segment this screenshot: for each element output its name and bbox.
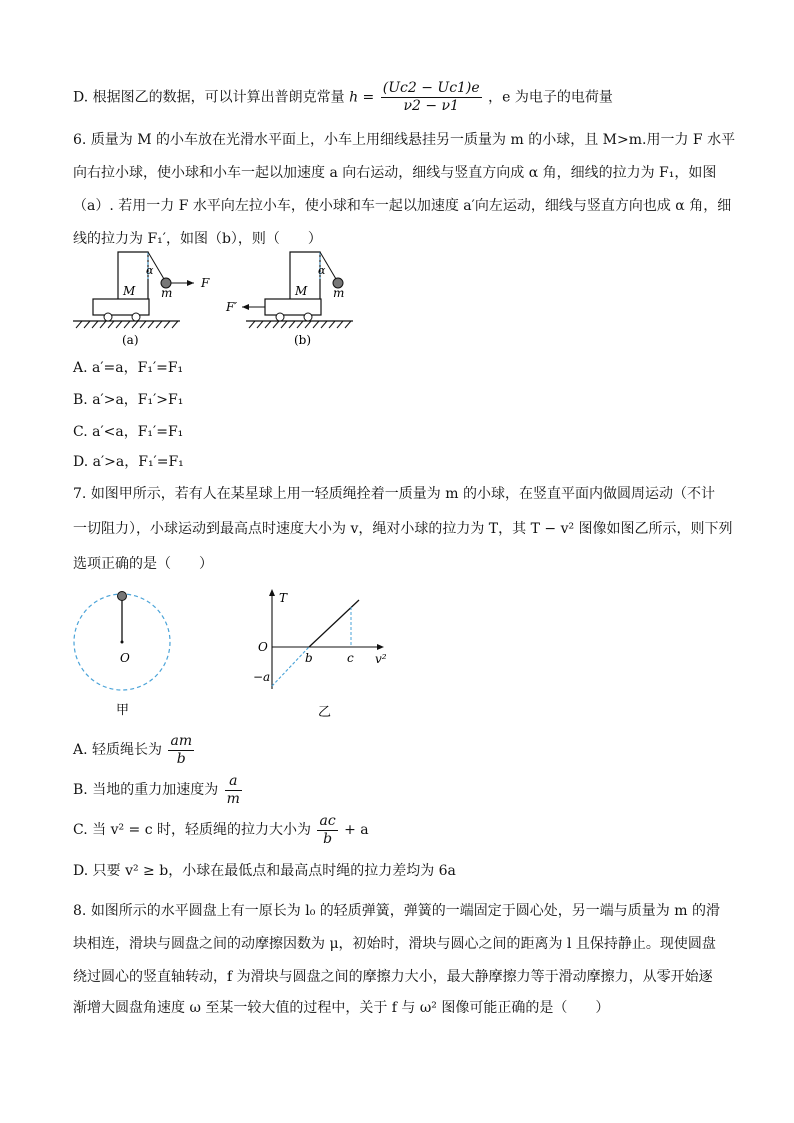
wheel-icon <box>104 313 112 321</box>
ball-icon <box>118 592 127 601</box>
q5-option-d <box>73 80 613 115</box>
option-fraction <box>225 773 242 808</box>
label-c: c <box>347 651 354 665</box>
q6-option-d: D. a′>a，F₁′=F₁ <box>73 454 184 470</box>
arrow-up-icon <box>269 589 275 596</box>
label-O: O <box>120 651 130 665</box>
fraction-numerator: a <box>225 773 242 791</box>
q6-line-3: （a）. 若用一力 F 水平向左拉小车，使小球和车一起以加速度 a′向左运动，细线与竖直方向也成 α 角，细 <box>73 198 732 214</box>
q7-figure <box>60 585 400 725</box>
arrow-right-icon <box>187 280 194 286</box>
wheel-icon <box>276 313 284 321</box>
fraction-numerator: (Uc2 − Uc1)e <box>382 80 480 96</box>
q6-option-a: A. a′=a，F₁′=F₁ <box>73 360 184 376</box>
cart-body <box>265 299 321 315</box>
q7-option-b <box>73 771 244 809</box>
q7-line-1 <box>73 484 715 504</box>
q6-line-2: 向右拉小球，使小球和小车一起以加速度 a 向右运动，细线与竖直方向成 α 角，细线的拉力为 F₁，如图 <box>73 165 717 181</box>
question-text: 如图所示的水平圆盘上有一原长为 l₀ 的轻质弹簧，弹簧的一端固定于圆心处，另一端与质量为 m 的滑 <box>90 903 720 919</box>
figure-a <box>73 252 210 347</box>
label-F-prime: F′ <box>226 300 238 314</box>
figure-yi <box>253 589 387 720</box>
q7-line-3: 选项正确的是（ ） <box>73 556 213 572</box>
caption-jia: 甲 <box>116 703 130 718</box>
question-number: 8. <box>73 903 87 919</box>
option-label: D. <box>73 89 89 106</box>
label-M: M <box>295 284 308 298</box>
option-fraction <box>168 733 194 768</box>
q8-line-2: 块相连，滑块与圆盘之间的动摩擦因数为 μ，初始时，滑块与圆心之间的距离为 l 且保持静止。现使圆盘 <box>73 936 716 952</box>
formula-lhs: h = <box>349 89 375 106</box>
label-O: O <box>258 640 268 654</box>
fraction-denominator: ν2 − ν1 <box>403 98 459 114</box>
label-alpha: α <box>146 264 154 277</box>
label-m: m <box>161 286 173 300</box>
caption-b: (b) <box>294 333 312 347</box>
fraction-numerator: ac <box>319 812 336 829</box>
fraction-denominator: b <box>323 830 333 847</box>
label-T: T <box>279 591 288 605</box>
fraction-denominator: m <box>226 790 240 807</box>
label-F: F <box>201 276 210 290</box>
q7-option-d: D. 只要 v² ≥ b，小球在最低点和最高点时绳的拉力差均为 6a <box>73 863 456 879</box>
cart-body <box>93 299 149 315</box>
label-neg-a: −a <box>253 670 271 684</box>
q8-line-4: 渐增大圆盘角速度 ω 至某一较大值的过程中，关于 f 与 ω² 图像可能正确的是（ ） <box>73 1000 610 1016</box>
option-text: B. 当地的重力加速度为 <box>73 782 219 798</box>
question-number: 6. <box>73 132 87 148</box>
question-number: 7. <box>73 486 87 502</box>
fraction-denominator: b <box>176 750 186 767</box>
q7-option-c <box>73 811 369 849</box>
option-text: A. 轻质绳长为 <box>73 742 163 758</box>
label-b: b <box>305 651 313 665</box>
caption-yi: 乙 <box>318 705 332 720</box>
option-fraction <box>317 813 337 848</box>
q6-line-4: 线的拉力为 F₁′，如图（b），则（ ） <box>73 231 322 247</box>
arrow-left-icon <box>242 304 249 310</box>
label-m: m <box>333 286 345 300</box>
q8-line-1 <box>73 901 720 921</box>
q7-option-a <box>73 731 196 769</box>
question-text: 如图甲所示，若有人在某星球上用一轻质绳拴着一质量为 m 的小球，在竖直平面内做圆周运动（不计 <box>90 486 715 502</box>
arrow-right-icon <box>377 644 384 650</box>
label-v2: v² <box>375 652 387 666</box>
fraction-numerator: am <box>170 732 193 749</box>
label-M: M <box>123 284 136 298</box>
option-text: 根据图乙的数据，可以计算出普朗克常量 <box>92 89 345 106</box>
question-text: 质量为 M 的小车放在光滑水平面上，小车上用细线悬挂另一质量为 m 的小球，且 M>m.用一力 F 水平 <box>90 132 736 148</box>
figure-jia <box>74 592 170 719</box>
figure-b <box>225 252 353 347</box>
q6-line-1 <box>73 130 735 150</box>
planck-fraction <box>381 80 482 115</box>
wheel-icon <box>132 313 140 321</box>
extrapolated-line <box>272 647 309 686</box>
q7-line-2: 一切阻力），小球运动到最高点时速度大小为 v，绳对小球的拉力为 T，其 T − v² 图像如图乙所示，则下列 <box>73 521 733 537</box>
q8-line-3: 绕过圆心的竖直轴转动，f 为滑块与圆盘之间的摩擦力大小，最大静摩擦力等于滑动摩擦力，从零开始逐 <box>73 969 713 985</box>
option-text-after: ，e 为电子的电荷量 <box>488 89 613 106</box>
q6-option-b: B. a′>a，F₁′>F₁ <box>73 392 184 408</box>
q6-option-c: C. a′<a，F₁′=F₁ <box>73 424 184 440</box>
caption-a: (a) <box>122 333 139 347</box>
option-text: C. 当 v² = c 时，轻质绳的拉力大小为 <box>73 822 312 838</box>
wheel-icon <box>304 313 312 321</box>
option-text-after: + a <box>344 822 369 838</box>
label-alpha: α <box>318 264 326 277</box>
q6-figure <box>60 245 380 355</box>
